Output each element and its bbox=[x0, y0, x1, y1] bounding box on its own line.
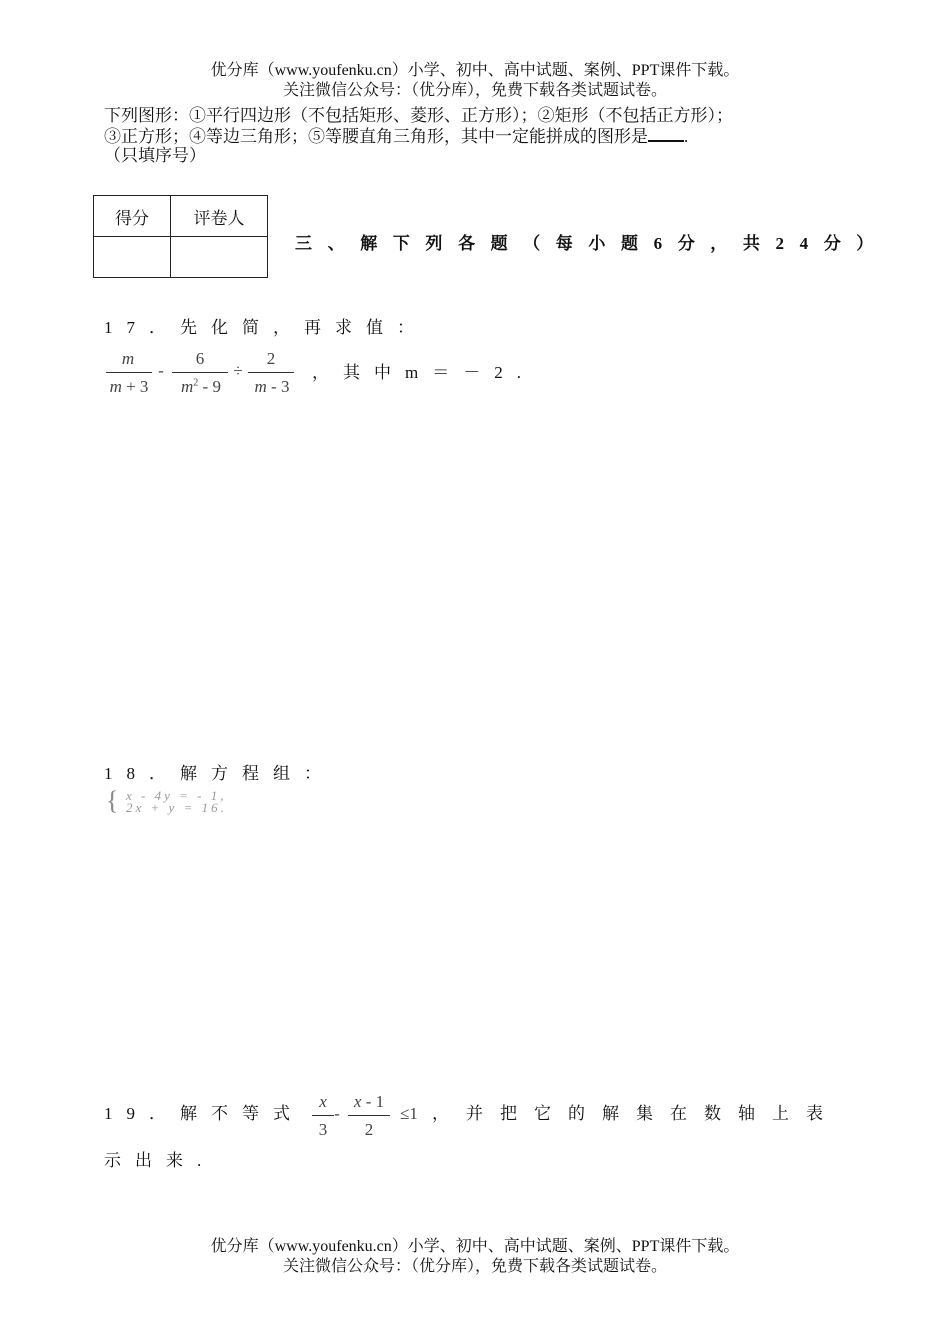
q17-divide: ÷ bbox=[233, 361, 243, 380]
q19-f1-bar bbox=[312, 1115, 334, 1116]
header-line-1: 优分库（www.youfenku.cn）小学、初中、高中试题、案例、PPT课件下载。 bbox=[210, 62, 740, 79]
q19-tail: ，并把它的解集在数轴上表 bbox=[432, 1104, 840, 1123]
q19-expression bbox=[308, 1090, 432, 1144]
q19-f2-den: 2 bbox=[364, 1120, 374, 1139]
q17-expression bbox=[104, 345, 304, 401]
q17-f1-den: m + 3 bbox=[109, 377, 149, 396]
q17-tail: ，其中m＝－2. bbox=[312, 363, 535, 382]
q17-minus: - bbox=[158, 361, 164, 380]
q18-eq2: 2x + y = 16. bbox=[126, 800, 227, 815]
q19-f1-num: x bbox=[319, 1092, 327, 1111]
q18-brace: { bbox=[106, 786, 119, 815]
q17-f1-bar bbox=[106, 372, 152, 373]
q18-eq1: x - 4y = - 1, bbox=[126, 788, 227, 803]
score-header: 得分 bbox=[94, 196, 171, 237]
score-table bbox=[93, 195, 268, 278]
q17-f3-bar bbox=[248, 372, 294, 373]
q16-line-3: （只填序号） bbox=[104, 146, 206, 165]
q16-line-2 bbox=[104, 126, 688, 147]
q16-line-1: 下列图形：①平行四边形（不包括矩形、菱形、正方形）；②矩形（不包括正方形）； bbox=[104, 106, 733, 125]
q18-label: 18．解方程组： bbox=[104, 764, 335, 783]
score-cell[interactable] bbox=[94, 237, 171, 278]
q17-f2-den: $m^2 - 9$ bbox=[181, 377, 221, 396]
q19-label: 19．解不等式 bbox=[104, 1104, 304, 1123]
footer-line-2: 关注微信公众号：（优分库），免费下载各类试题试卷。 bbox=[282, 1258, 667, 1275]
q17-f3-den: m - 3 bbox=[254, 377, 290, 396]
answer-blank[interactable] bbox=[648, 126, 684, 142]
q17-label: 17．先化简，再求值： bbox=[104, 318, 428, 337]
grader-header: 评卷人 bbox=[171, 196, 268, 237]
q19-f1-den: 3 bbox=[318, 1120, 328, 1139]
q19-line-2: 示出来. bbox=[104, 1151, 216, 1170]
q16-line-2-end: . bbox=[684, 127, 689, 146]
q17-f1-num: m bbox=[121, 349, 135, 368]
q19-f2-num: x - 1 bbox=[353, 1092, 385, 1111]
q19-minus: - bbox=[334, 1104, 340, 1123]
q16-line-2-text: ③正方形；④等边三角形；⑤等腰直角三角形，其中一定能拼成的图形是 bbox=[104, 127, 648, 146]
header-line-2: 关注微信公众号：（优分库），免费下载各类试题试卷。 bbox=[282, 82, 667, 99]
footer-line-1: 优分库（www.youfenku.cn）小学、初中、高中试题、案例、PPT课件下载。 bbox=[210, 1238, 740, 1255]
q19-rel: ≤1 bbox=[400, 1104, 418, 1123]
q17-f2-num: 6 bbox=[195, 349, 205, 368]
section-title: 三、解下列各题（每小题6分，共24分） bbox=[295, 234, 889, 253]
q17-f2-bar bbox=[172, 372, 228, 373]
q19-f2-bar bbox=[348, 1115, 390, 1116]
grader-cell[interactable] bbox=[171, 237, 268, 278]
q18-system bbox=[104, 788, 304, 818]
q17-f3-num: 2 bbox=[266, 349, 276, 368]
